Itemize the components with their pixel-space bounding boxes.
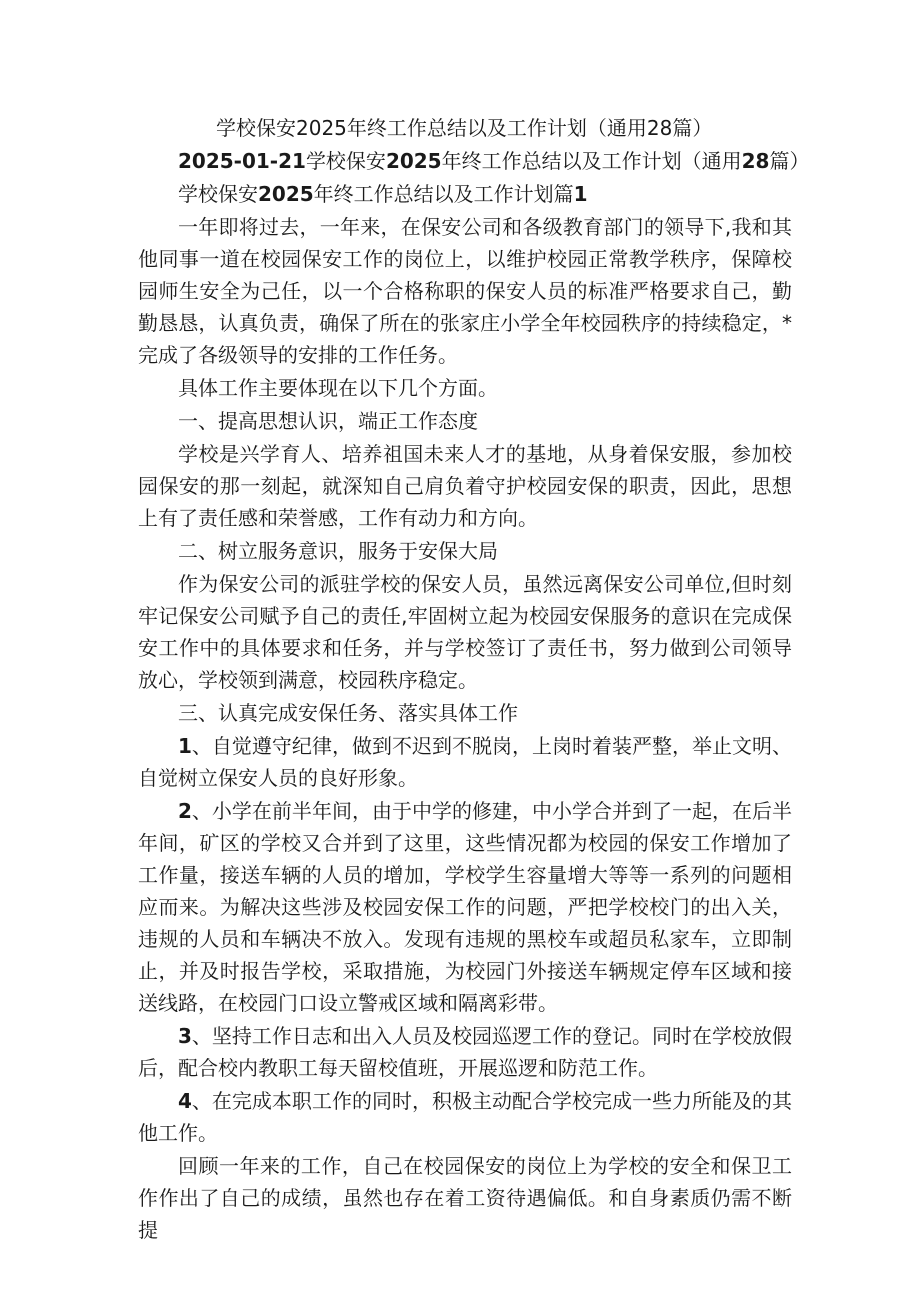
section-heading-a: 学校保安 — [178, 182, 258, 206]
paragraph-closing: 回顾一年来的工作，自己在校园保安的岗位上为学校的安全和保卫工作作出了自己的成绩，虽然也存在着工资待遇偏低。和自身素质仍需不断提 — [138, 1154, 792, 1242]
list-item-number: 3 — [178, 1024, 192, 1048]
list-item-4 — [138, 1085, 792, 1149]
list-item-text: 、自觉遵守纪律，做到不迟到不脱岗，上岗时着装严整，举止文明、自觉树立保安人员的良好形象。 — [138, 734, 792, 790]
list-item-text: 、在完成本职工作的同时，积极主动配合学校完成一些力所能及的其他工作。 — [138, 1089, 792, 1145]
date-line-title-a: 学校保安 — [305, 149, 386, 173]
list-item-number: 4 — [178, 1089, 192, 1113]
paragraph-point-one: 学校是兴学育人、培养祖国未来人才的基地，从身着保安服，参加校园保安的那一刻起，就深知自己肩负着守护校园安保的职责，因此，思想上有了责任感和荣誉感，工作有动力和方向。 — [138, 442, 792, 530]
section-heading-b: 年终工作总结以及工作计划篇 — [313, 182, 574, 206]
list-item-2 — [138, 795, 792, 1019]
date-line-year: 2025 — [385, 149, 442, 173]
list-item-1 — [138, 730, 792, 794]
document-date-line — [138, 145, 810, 177]
list-item-text: 、小学在前半年间，由于中学的修建，中小学合并到了一起，在后半年间，矿区的学校又合并到了这里，这些情况都为校园的保安工作增加了工作量，接送车辆的人员的增加，学校学生容量增大等等一系列的问题相应而来。为解决这些涉及校园安保工作的问题，严把学校校门的出入关，违规的人员和车辆决不放入。发现有违规的黑校车或超员私家车，立即制止，并及时报告学校，采取措施，为校园门外接送车辆规定停车区域和接送线路，在校园门口设立警戒区域和隔离彩带。 — [138, 799, 792, 1015]
section-heading-year: 2025 — [258, 182, 314, 206]
heading-point-one: 一、提高思想认识，端正工作态度 — [178, 409, 478, 433]
list-item-3 — [138, 1020, 792, 1084]
list-item-number: 1 — [178, 734, 192, 758]
list-item-number: 2 — [178, 799, 192, 823]
heading-point-three: 三、认真完成安保任务、落实具体工作 — [178, 701, 518, 725]
publish-date: 2025-01-21 — [178, 149, 306, 173]
section-heading-num: 1 — [573, 182, 588, 206]
date-line-title-c: 篇） — [769, 149, 810, 173]
date-line-title-b: 年终工作总结以及工作计划（通用 — [441, 149, 742, 173]
paragraph-intro: 一年即将过去，一年来，在保安公司和各级教育部门的领导下,我和其他同事一道在校园保安工作的岗位上，以维护校园正常教学秩序，保障校园师生安全为己任，以一个合格称职的保安人员的标准严格要求自己，勤勤恳恳，认真负责，确保了所在的张家庄小学全年校园秩序的持续稳定，*完成了各级领导的安排的工作任务。 — [138, 215, 792, 367]
date-line-count: 28 — [741, 149, 770, 173]
document-title: 学校保安2025年终工作总结以及工作计划（通用28篇） — [216, 116, 713, 140]
paragraph-point-two: 作为保安公司的派驻学校的保安人员，虽然远离保安公司单位,但时刻牢记保安公司赋予自己的责任,牢固树立起为校园安保服务的意识在完成保安工作中的具体要求和任务，并与学校签订了责任书，努力做到公司领导放心，学校领到满意，校园秩序稳定。 — [138, 572, 792, 692]
paragraph-aspects: 具体工作主要体现在以下几个方面。 — [178, 376, 498, 400]
heading-point-two: 二、树立服务意识，服务于安保大局 — [178, 539, 498, 563]
section-heading — [138, 178, 792, 210]
list-item-text: 、坚持工作日志和出入人员及校园巡逻工作的登记。同时在学校放假后，配合校内教职工每天留校值班，开展巡逻和防范工作。 — [138, 1024, 792, 1080]
